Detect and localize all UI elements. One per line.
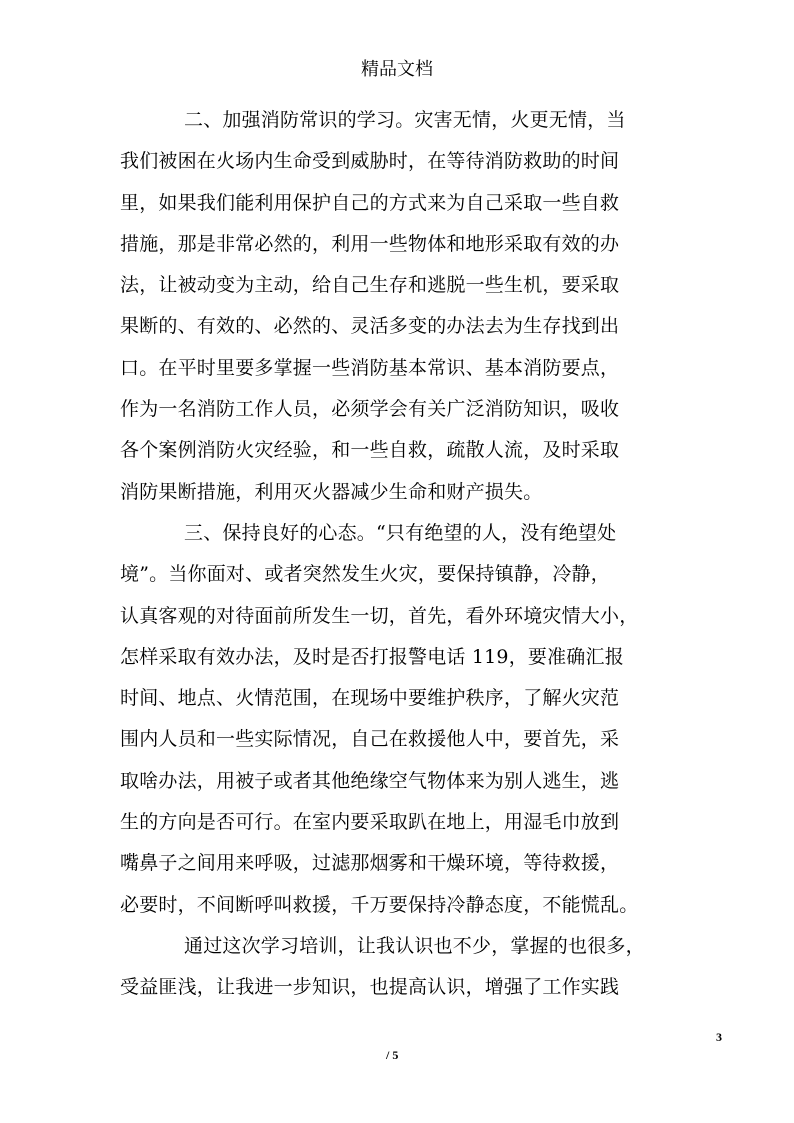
paragraph-2-line-7: 口。在平时里要多掌握一些消防基本常识、基本消防要点， (120, 356, 620, 379)
paragraph-2-line-10: 消防果断措施，利用灭火器减少生命和财产损失。 (120, 480, 543, 503)
paragraph-3-line-7: 取啥办法，用被子或者其他绝缘空气物体来为别人逃生，逃 (120, 769, 620, 792)
paragraph-3-line-4: 怎样采取有效办法，及时是否打报警电话 119，要准确汇报 (120, 645, 624, 668)
page-header-title: 精品文档 (361, 59, 433, 80)
paragraph-2-line-5: 法，让被动变为主动，给自己生存和逃脱一些生机，要采取 (120, 274, 620, 297)
paragraph-2-line-4: 措施，那是非常必然的，利用一些物体和地形采取有效的办 (120, 232, 620, 255)
paragraph-2-line-8: 作为一名消防工作人员，必须学会有关广泛消防知识，吸收 (120, 398, 620, 421)
paragraph-2-line-1: 二、加强消防常识的学习。灾害无情，火更无情，当 (184, 109, 626, 131)
paragraph-3-line-1: 三、保持良好的心态。“只有绝望的人，没有绝望处 (184, 521, 617, 544)
paragraph-4-line-1: 通过这次学习培训，让我认识也不少，掌握的也很多， (184, 934, 645, 957)
document-body (120, 100, 680, 1009)
paragraph-3-line-6: 围内人员和一些实际情况，自己在救援他人中，要首先，采 (120, 728, 620, 751)
page-total: / 5 (386, 1048, 399, 1062)
paragraph-3-line-10: 必要时，不间断呼叫救援，千万要保持冷静态度，不能慌乱。 (120, 893, 639, 916)
paragraph-2-line-3: 里，如果我们能利用保护自己的方式来为自己采取一些自救 (120, 191, 620, 214)
paragraph-2-line-6: 果断的、有效的、必然的、灵活多变的办法去为生存找到出 (120, 315, 620, 338)
paragraph-3-line-8: 生的方向是否可行。在室内要采取趴在地上，用湿毛巾放到 (120, 811, 620, 834)
paragraph-2-line-9: 各个案例消防火灾经验，和一些自救，疏散人流，及时采取 (120, 439, 620, 462)
paragraph-4-line-2: 受益匪浅，让我进一步知识，也提高认识，增强了工作实践 (120, 976, 620, 999)
paragraph-3-line-9: 嘴鼻子之间用来呼吸，过滤那烟雾和干燥环境，等待救援， (120, 852, 620, 875)
paragraph-3-line-5: 时间、地点、火情范围，在现场中要维护秩序，了解火灾范 (120, 687, 620, 710)
page-number: 3 (716, 1030, 722, 1044)
paragraph-3-line-3: 认真客观的对待面前所发生一切，首先，看外环境灾情大小， (120, 604, 639, 627)
paragraph-2-line-2: 我们被困在火场内生命受到威胁时，在等待消防救助的时间 (120, 150, 620, 173)
paragraph-3-line-2: 境”。当你面对、或者突然发生火灾，要保持镇静，冷静， (120, 563, 610, 586)
